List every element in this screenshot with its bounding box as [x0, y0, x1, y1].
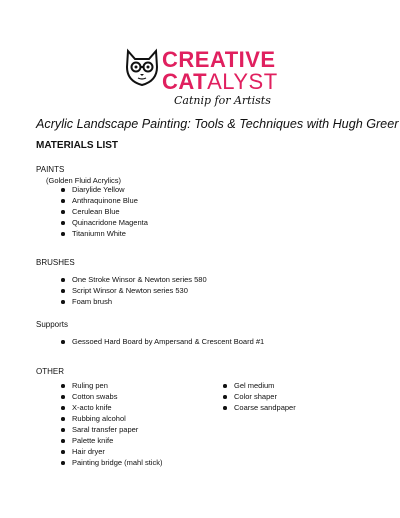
supports-list [60, 336, 264, 347]
list-item: Foam brush [60, 296, 207, 307]
supports-heading: Supports [36, 320, 69, 329]
other-list-column-1 [60, 380, 162, 468]
brushes-heading: BRUSHES [36, 258, 75, 267]
document-title: Acrylic Landscape Painting: Tools & Techniques with Hugh Greer [36, 117, 399, 131]
list-item: Gel medium [222, 380, 296, 391]
cat-with-glasses-icon [124, 47, 160, 91]
list-item: Coarse sandpaper [222, 402, 296, 413]
other-list-column-2 [222, 380, 296, 413]
logo-wordmark-cat: CAT [162, 69, 208, 94]
list-item: Script Winsor & Newton series 530 [60, 285, 207, 296]
list-item: Quinacridone Magenta [60, 217, 148, 228]
list-item: Cotton swabs [60, 391, 162, 402]
logo-wordmark-line1: CREATIVE [162, 47, 276, 72]
paints-heading: PAINTS [36, 165, 65, 174]
list-item: Painting bridge (mahl stick) [60, 457, 162, 468]
other-heading: OTHER [36, 367, 64, 376]
logo-tagline: Catnip for Artists [174, 94, 271, 107]
logo-wordmark-line2 [162, 71, 278, 93]
list-item: One Stroke Winsor & Newton series 580 [60, 274, 207, 285]
materials-list-heading: MATERIALS LIST [36, 140, 119, 151]
paints-list [60, 184, 148, 239]
list-item: Rubbing alcohol [60, 413, 162, 424]
list-item: Palette knife [60, 435, 162, 446]
list-item: Anthraquinone Blue [60, 195, 148, 206]
list-item: X-acto knife [60, 402, 162, 413]
brushes-list [60, 274, 207, 307]
list-item: Titaniumn White [60, 228, 148, 239]
logo-wordmark-alyst: ALYST [207, 69, 278, 94]
paints-note: (Golden Fluid Acrylics) [46, 176, 122, 185]
list-item: Color shaper [222, 391, 296, 402]
list-item: Gessoed Hard Board by Ampersand & Crescent Board #1 [60, 336, 264, 347]
creative-catalyst-logo [124, 47, 284, 117]
list-item: Hair dryer [60, 446, 162, 457]
list-item: Diarylide Yellow [60, 184, 148, 195]
list-item: Ruling pen [60, 380, 162, 391]
list-item: Cerulean Blue [60, 206, 148, 217]
list-item: Saral transfer paper [60, 424, 162, 435]
